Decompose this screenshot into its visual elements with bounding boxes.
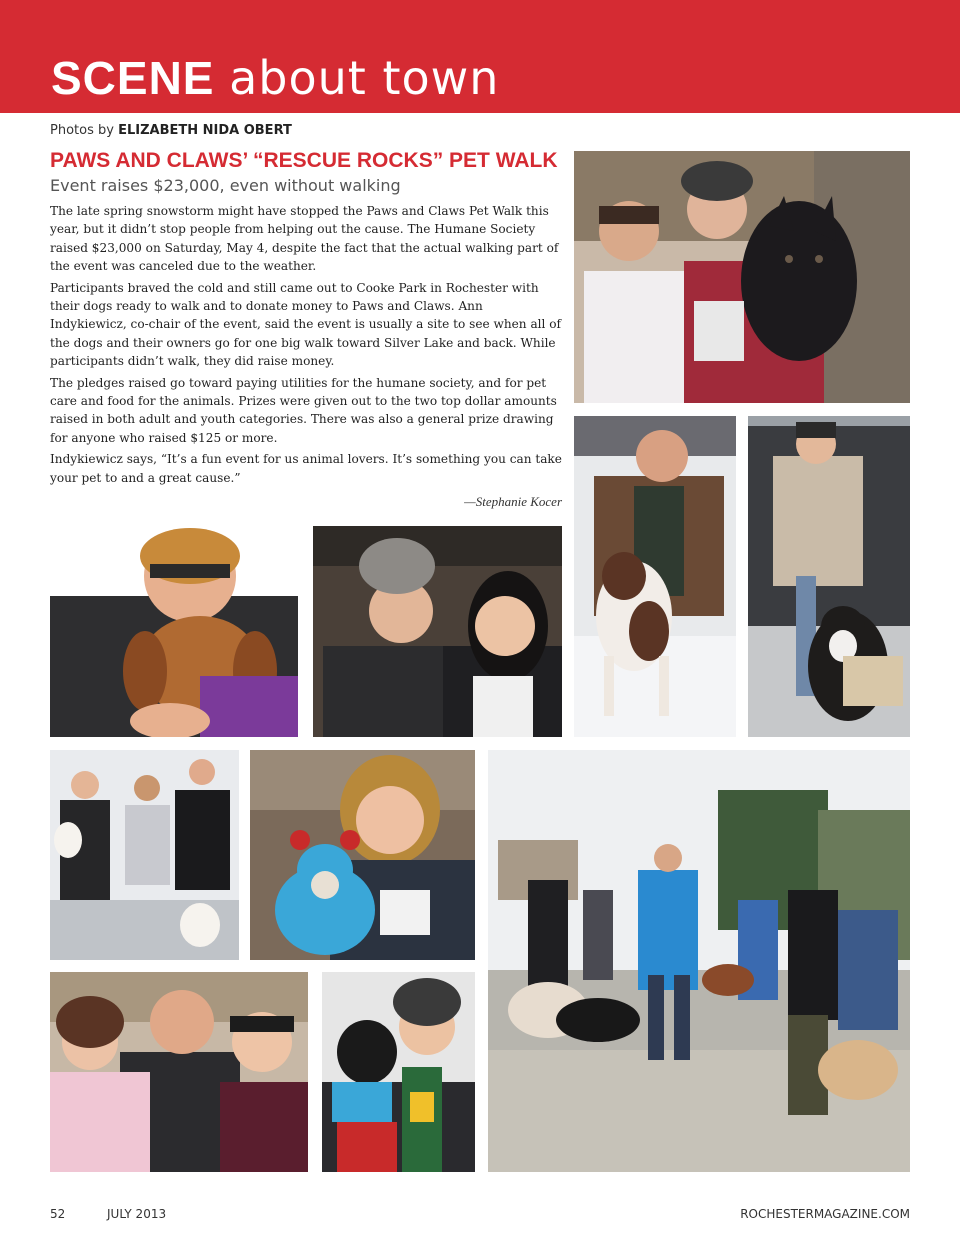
photo-8-image [488,750,910,1172]
article-byline: —Stephanie Kocer [464,494,562,509]
photo-5-image [313,526,562,737]
photo-2-image [574,416,736,737]
section-title [51,52,499,104]
photo-6-image [50,750,239,960]
photo-credit-prefix: Photos by [50,123,114,138]
photo-10 [322,972,475,1172]
photo-2 [574,416,736,737]
photo-9 [50,972,308,1172]
photo-10-image [322,972,475,1172]
article-subhead: Event raises $23,000, even without walking [50,176,401,195]
section-title-light: about town [229,51,500,105]
article-paragraph: Indykiewicz says, “It’s a fun event for us animal lovers. It’s something you can take your pet to and a great cause.” [50,452,562,485]
photo-1 [574,151,910,403]
photo-5 [313,526,562,737]
photo-4-image [50,526,298,737]
section-title-bold: SCENE [51,52,215,104]
photo-7 [250,750,475,960]
article-headline: PAWS AND CLAWS’ “RESCUE ROCKS” PET WALK [50,149,558,172]
photo-credit [50,123,292,138]
article-body [50,202,562,490]
photo-3-image [748,416,910,737]
photo-1-image [574,151,910,403]
photo-6 [50,750,239,960]
article-paragraph: The late spring snowstorm might have stopped the Paws and Claws Pet Walk this year, but it didn’t stop people from helping out the cause. The Humane Society raised $23,000 on Saturday, May 4, despite the fact that the actual walking part of the event was canceled due to the weather. [50,204,559,273]
photo-7-image [250,750,475,960]
section-banner [0,0,960,113]
photo-3 [748,416,910,737]
photographer-name: ELIZABETH NIDA OBERT [118,123,292,138]
article-paragraph: Participants braved the cold and still came out to Cooke Park in Rochester with their dogs ready to walk and to donate money to Paws and Claws. Ann Indykiewicz, co-chair of the event, said the event is usually a site to see when all of the dogs and their owners go for one big walk toward Silver Lake and back. While participants didn’t walk, they did raise money. [50,280,561,368]
page-number: 52 [50,1207,66,1221]
photo-4 [50,526,298,737]
website-link[interactable]: ROCHESTERMAGAZINE.COM [740,1207,910,1221]
article-paragraph: The pledges raised go toward paying utilities for the humane society, and for pet care and food for the animals. Prizes were given out to the two top dollar amounts raised in both adult and youth categories. There was also a general prize drawing for anyone who raised $125 or more. [50,375,557,445]
photo-8 [488,750,910,1172]
photo-9-image [50,972,308,1172]
issue-date: JULY 2013 [107,1207,167,1221]
